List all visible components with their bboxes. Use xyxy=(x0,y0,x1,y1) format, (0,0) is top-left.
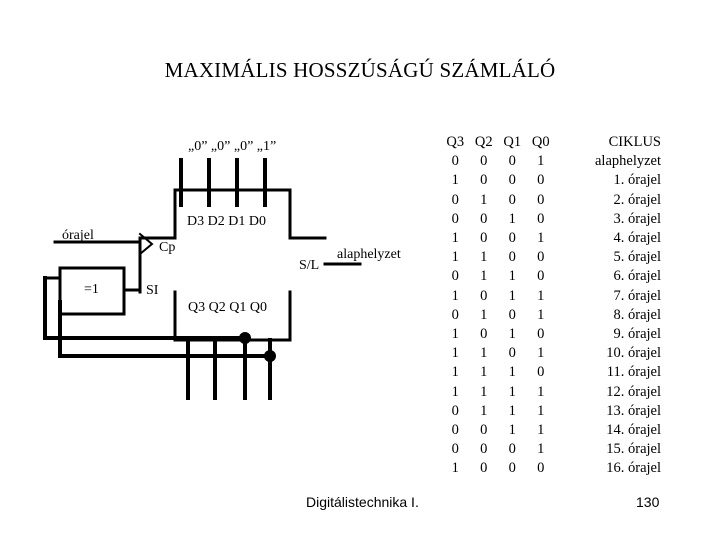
table-cell-bit: 1 xyxy=(508,364,516,381)
table-cell-cycle: 16. órajel xyxy=(606,460,661,477)
table-cell-bit: 1 xyxy=(537,422,545,439)
table-cell-bit: 1 xyxy=(508,402,516,419)
table-cell-bit: 0 xyxy=(537,210,545,227)
table-cell-cycle: 14. órajel xyxy=(606,422,661,439)
table-cell-cycle: 7. órajel xyxy=(613,287,661,304)
table-cell-cycle: 13. órajel xyxy=(606,402,661,419)
table-row xyxy=(441,363,663,382)
table-cell-cycle: 8. órajel xyxy=(613,306,661,323)
table-cell-bit: 0 xyxy=(451,153,459,170)
table-row xyxy=(441,287,663,306)
table-row xyxy=(441,325,663,344)
d-inputs-label: D3 D2 D1 D0 xyxy=(187,214,266,229)
table-cell-bit: 1 xyxy=(451,172,459,189)
table-cell-bit: 1 xyxy=(537,383,545,400)
table-cell-bit: 0 xyxy=(451,210,459,227)
table-row xyxy=(441,171,663,190)
table-row xyxy=(441,248,663,267)
table-cell-cycle: 15. órajel xyxy=(606,441,661,458)
table-cell-bit: 0 xyxy=(480,287,488,304)
table-cell-bit: 1 xyxy=(537,153,545,170)
table-cell-bit: 0 xyxy=(508,441,516,458)
table-cell-bit: 0 xyxy=(451,441,459,458)
table-row xyxy=(441,306,663,325)
cp-label: Cp xyxy=(159,240,176,255)
table-cell-bit: 0 xyxy=(508,345,516,362)
table-row xyxy=(441,459,663,478)
table-row xyxy=(441,267,663,286)
table-cell-bit: 1 xyxy=(451,383,459,400)
table-cell-bit: 1 xyxy=(480,402,488,419)
table-cell-bit: 1 xyxy=(480,345,488,362)
table-cell-bit: 1 xyxy=(480,383,488,400)
table-cell-bit: 0 xyxy=(508,230,516,247)
table-cell-bit: 1 xyxy=(480,306,488,323)
table-row xyxy=(441,421,663,440)
table-cell-bit: 0 xyxy=(508,172,516,189)
table-cell-bit: 1 xyxy=(537,402,545,419)
table-cell-cycle: alaphelyzet xyxy=(594,153,661,170)
table-cell-bit: 1 xyxy=(537,441,545,458)
input-values-label: „0” „0” „0” „1” xyxy=(188,139,277,154)
column-header-cycle: CIKLUS xyxy=(608,134,661,150)
table-cell-cycle: 5. órajel xyxy=(613,249,661,266)
table-cell-cycle: 6. órajel xyxy=(613,268,661,285)
table-cell-bit: 1 xyxy=(508,422,516,439)
table-row xyxy=(441,191,663,210)
table-cell-bit: 0 xyxy=(537,249,545,266)
xor-label: =1 xyxy=(84,282,99,297)
table-cell-bit: 0 xyxy=(451,422,459,439)
table-row xyxy=(441,229,663,248)
table-cell-bit: 1 xyxy=(451,287,459,304)
table-cell-cycle: 12. órajel xyxy=(606,383,661,400)
junction-dot-q1 xyxy=(239,332,251,344)
table-row xyxy=(441,383,663,402)
table-cell-bit: 1 xyxy=(451,345,459,362)
table-cell-bit: 0 xyxy=(451,268,459,285)
table-cell-bit: 0 xyxy=(480,460,488,477)
table-cell-bit: 0 xyxy=(480,153,488,170)
si-label: SI xyxy=(146,283,159,298)
table-row xyxy=(441,440,663,459)
table-cell-bit: 1 xyxy=(451,460,459,477)
table-cell-bit: 1 xyxy=(451,364,459,381)
table-cell-cycle: 9. órajel xyxy=(613,326,661,343)
table-cell-cycle: 10. órajel xyxy=(606,345,661,362)
table-cell-bit: 0 xyxy=(537,268,545,285)
table-cell-bit: 1 xyxy=(508,383,516,400)
table-cell-bit: 0 xyxy=(508,191,516,208)
column-header-q3: Q3 xyxy=(446,134,465,150)
page-number: 130 xyxy=(636,494,660,510)
table-cell-cycle: 3. órajel xyxy=(613,210,661,227)
table-cell-bit: 1 xyxy=(537,345,545,362)
table-cell-bit: 0 xyxy=(451,191,459,208)
table-cell-cycle: 1. órajel xyxy=(613,172,661,189)
table-cell-bit: 0 xyxy=(451,402,459,419)
table-cell-bit: 0 xyxy=(537,326,545,343)
table-row xyxy=(441,210,663,229)
page-title: MAXIMÁLIS HOSSZÚSÁGÚ SZÁMLÁLÓ xyxy=(164,58,556,82)
table-cell-bit: 0 xyxy=(537,364,545,381)
column-header-q2: Q2 xyxy=(474,134,493,150)
table-cell-bit: 1 xyxy=(480,364,488,381)
table-cell-bit: 1 xyxy=(480,249,488,266)
table-cell-bit: 0 xyxy=(508,460,516,477)
register-box xyxy=(140,190,325,340)
q-outputs-label: Q3 Q2 Q1 Q0 xyxy=(188,300,267,315)
table-cell-bit: 0 xyxy=(537,191,545,208)
table-cell-cycle: 2. órajel xyxy=(613,191,661,208)
table-cell-bit: 0 xyxy=(537,460,545,477)
table-cell-bit: 1 xyxy=(508,210,516,227)
table-cell-bit: 0 xyxy=(508,249,516,266)
table-cell-cycle: 4. órajel xyxy=(613,230,661,247)
table-cell-bit: 0 xyxy=(451,306,459,323)
table-row xyxy=(441,344,663,363)
table-cell-bit: 0 xyxy=(480,230,488,247)
table-header-row xyxy=(441,133,663,152)
table-cell-bit: 0 xyxy=(480,326,488,343)
table-cell-bit: 1 xyxy=(480,268,488,285)
table-cell-bit: 1 xyxy=(508,268,516,285)
footer-subject: Digitálistechnika I. xyxy=(306,494,419,510)
column-header-q1: Q1 xyxy=(503,134,522,150)
junction-dot-q0 xyxy=(264,350,276,362)
table-cell-bit: 0 xyxy=(480,422,488,439)
table-cell-bit: 1 xyxy=(508,287,516,304)
table-cell-bit: 1 xyxy=(451,230,459,247)
table-cell-bit: 1 xyxy=(508,326,516,343)
state-table xyxy=(441,133,663,479)
table-row xyxy=(441,152,663,171)
column-header-q0: Q0 xyxy=(531,134,550,150)
table-cell-bit: 1 xyxy=(537,287,545,304)
table-cell-cycle: 11. órajel xyxy=(606,364,661,381)
table-cell-bit: 1 xyxy=(537,306,545,323)
table-cell-bit: 1 xyxy=(451,326,459,343)
table-cell-bit: 0 xyxy=(480,441,488,458)
sl-label: S/L xyxy=(299,258,320,273)
table-cell-bit: 0 xyxy=(480,172,488,189)
table-cell-bit: 1 xyxy=(451,249,459,266)
table-cell-bit: 1 xyxy=(537,230,545,247)
table-cell-bit: 1 xyxy=(480,191,488,208)
table-cell-bit: 0 xyxy=(537,172,545,189)
table-row xyxy=(441,402,663,421)
clock-label: órajel xyxy=(62,228,94,243)
preset-label: alaphelyzet xyxy=(337,247,401,262)
table-cell-bit: 0 xyxy=(508,153,516,170)
table-cell-bit: 0 xyxy=(508,306,516,323)
table-cell-bit: 0 xyxy=(480,210,488,227)
